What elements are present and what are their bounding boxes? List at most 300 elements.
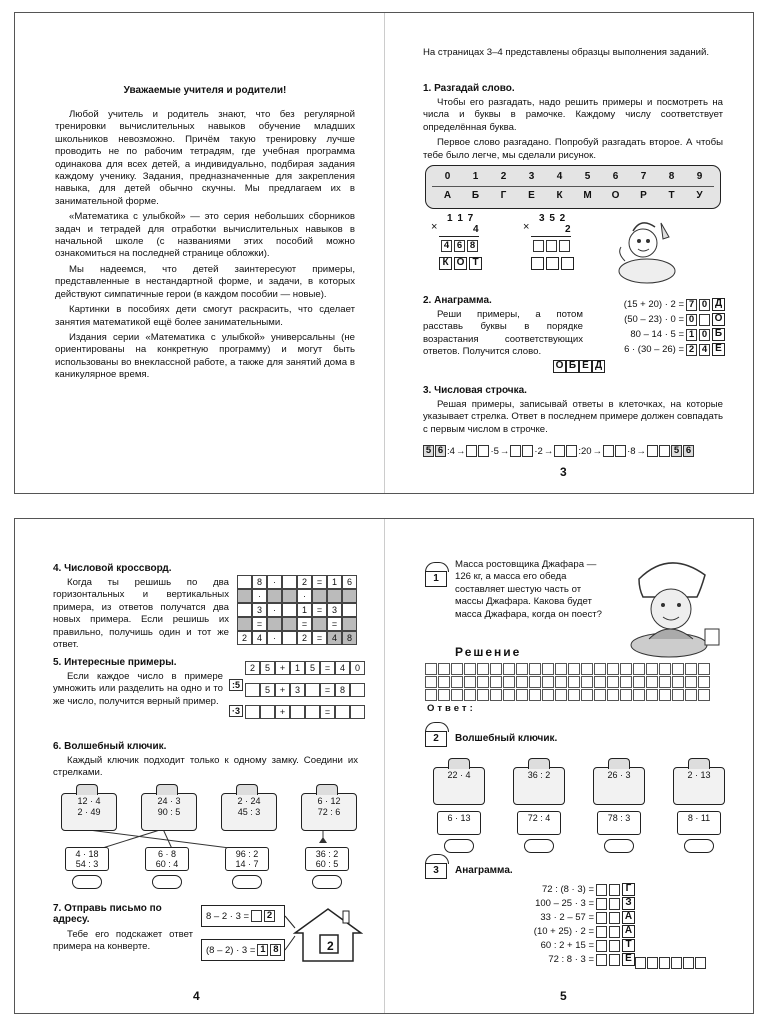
key[interactable] bbox=[225, 847, 269, 871]
word-letter: Е bbox=[579, 360, 592, 373]
expression-text: 33 · 2 – 57 = bbox=[540, 912, 594, 923]
key-expression: 60 : 4 bbox=[155, 859, 179, 869]
arrow-icon: → bbox=[543, 445, 554, 457]
crossword-cell: · bbox=[297, 589, 312, 603]
grid-cell[interactable] bbox=[659, 689, 671, 701]
grid-cell[interactable] bbox=[685, 663, 697, 675]
task-5-title: 5. Интересные примеры. bbox=[53, 657, 177, 668]
crossword-cell[interactable] bbox=[267, 589, 282, 603]
answer-boxes bbox=[441, 240, 478, 252]
number-chain bbox=[423, 445, 694, 457]
chain-box[interactable] bbox=[554, 445, 565, 457]
anagram-row bbox=[455, 883, 635, 896]
task-1-paragraph: Чтобы его разгадать, надо решить примеры и посмотреть на числа и буквы в рамочке. Каждому числу соответствует определённая буква. bbox=[423, 97, 723, 133]
grid-cell[interactable] bbox=[464, 676, 476, 688]
task-6-title: 6. Волшебный ключик. bbox=[53, 741, 167, 752]
crossword-cell[interactable] bbox=[237, 575, 252, 589]
word-letter: Т bbox=[469, 257, 482, 270]
grid-cell[interactable] bbox=[516, 663, 528, 675]
crossword-cell: 2 bbox=[237, 631, 252, 645]
word-letter[interactable] bbox=[659, 957, 670, 969]
grid-cell[interactable] bbox=[594, 689, 606, 701]
cipher-digit: 2 bbox=[500, 171, 507, 182]
grid-cell[interactable] bbox=[555, 689, 567, 701]
grid-cell[interactable] bbox=[594, 663, 606, 675]
crossword-cell: 8 bbox=[342, 631, 357, 645]
key-expression: 8 · 11 bbox=[687, 813, 711, 823]
task-2-text bbox=[423, 309, 583, 362]
anagram-letter: З bbox=[622, 897, 635, 910]
answer-digit: 8 bbox=[270, 944, 281, 956]
crossword-cell[interactable] bbox=[312, 589, 327, 603]
task-number-badge: 3 bbox=[425, 863, 447, 879]
envelope-1 bbox=[201, 905, 285, 927]
top-spread bbox=[14, 12, 754, 494]
anagram-row bbox=[455, 925, 635, 938]
chain-box[interactable] bbox=[566, 445, 577, 457]
grid-cell[interactable] bbox=[568, 676, 580, 688]
grid-cell[interactable] bbox=[451, 676, 463, 688]
cipher-digit: 3 bbox=[528, 171, 535, 182]
grid-cell[interactable] bbox=[451, 663, 463, 675]
key-ring-icon bbox=[152, 875, 182, 889]
chain-box[interactable] bbox=[659, 445, 670, 457]
anagram-row bbox=[595, 328, 725, 341]
task-1-title: 1. Разгадай слово. bbox=[423, 83, 515, 94]
example-cell[interactable] bbox=[290, 705, 305, 719]
grid-cell[interactable] bbox=[451, 689, 463, 701]
example-cell[interactable] bbox=[350, 683, 365, 697]
word-letter: К bbox=[439, 257, 452, 270]
grid-cell[interactable] bbox=[490, 663, 502, 675]
task-2-title: Волшебный ключик. bbox=[455, 733, 558, 744]
grid-cell[interactable] bbox=[672, 676, 684, 688]
grid-cell[interactable] bbox=[594, 676, 606, 688]
chain-box[interactable] bbox=[603, 445, 614, 457]
grid-cell[interactable] bbox=[438, 663, 450, 675]
crossword-cell[interactable] bbox=[267, 617, 282, 631]
key-ring-icon bbox=[232, 875, 262, 889]
task-5-text bbox=[53, 671, 223, 711]
cipher-letter: Т bbox=[668, 190, 675, 201]
cipher-digit: 4 bbox=[556, 171, 563, 182]
answer-digit[interactable] bbox=[596, 912, 607, 924]
grid-cell[interactable] bbox=[698, 689, 710, 701]
anagram-letter: А bbox=[622, 911, 635, 924]
grid-cell[interactable] bbox=[529, 689, 541, 701]
key-ring-icon bbox=[524, 839, 554, 853]
grid-cell[interactable] bbox=[672, 663, 684, 675]
crossword-cell: 2 bbox=[297, 631, 312, 645]
task-3-text bbox=[423, 399, 723, 439]
key-expression: 4 · 18 bbox=[75, 849, 99, 859]
cipher-digit: 0 bbox=[444, 171, 451, 182]
times-sign: × bbox=[431, 221, 438, 233]
number-crossword bbox=[237, 575, 357, 645]
grid-cell[interactable] bbox=[529, 676, 541, 688]
task-number-badge: 1 bbox=[425, 571, 447, 587]
solution-grid[interactable] bbox=[425, 663, 725, 702]
letter-body bbox=[55, 109, 355, 385]
example-cell[interactable] bbox=[335, 705, 350, 719]
anagram-letter: Д bbox=[712, 298, 725, 311]
crossword-cell: 2 bbox=[297, 575, 312, 589]
grid-cell[interactable] bbox=[659, 676, 671, 688]
answer-digit[interactable] bbox=[596, 940, 607, 952]
anagram-word-boxes[interactable] bbox=[635, 957, 706, 969]
expression-text: 60 : 2 + 15 = bbox=[540, 940, 594, 951]
cipher-letter: О bbox=[611, 190, 620, 201]
example-cell: 8 bbox=[335, 683, 350, 697]
cipher-digit: 5 bbox=[584, 171, 591, 182]
key-expression: 72 : 4 bbox=[527, 813, 551, 823]
answer-digit: 0 bbox=[686, 314, 697, 326]
grid-cell[interactable] bbox=[542, 663, 554, 675]
answer-digit[interactable] bbox=[559, 240, 570, 252]
grid-cell[interactable] bbox=[607, 663, 619, 675]
interesting-examples bbox=[229, 661, 359, 731]
example-cell: + bbox=[275, 683, 290, 697]
grid-cell[interactable] bbox=[581, 689, 593, 701]
key-expression: 60 : 5 bbox=[315, 859, 339, 869]
answer-digit[interactable] bbox=[596, 884, 607, 896]
answer-digit[interactable] bbox=[596, 898, 607, 910]
grid-cell[interactable] bbox=[477, 663, 489, 675]
answer-digit: 0 bbox=[699, 329, 710, 341]
crossword-cell[interactable] bbox=[282, 617, 297, 631]
house-number: 2 bbox=[327, 939, 334, 953]
crossword-cell[interactable] bbox=[342, 589, 357, 603]
answer-digit: 4 bbox=[699, 344, 710, 356]
grid-cell[interactable] bbox=[581, 676, 593, 688]
crossword-cell[interactable] bbox=[282, 603, 297, 617]
answer-digit[interactable] bbox=[596, 926, 607, 938]
word-letter[interactable] bbox=[561, 257, 574, 270]
example-cell[interactable] bbox=[305, 705, 320, 719]
grid-cell[interactable] bbox=[698, 676, 710, 688]
crossword-cell[interactable] bbox=[342, 617, 357, 631]
letter-paragraph: Любой учитель и родитель знают, что без регулярной тренировки вычислительных навыков обучение младших школьников невозможно. Причём такую тренировку лучше проводить не по рабочим тетрадям, где учебная программа одинакова для всех детей, а индивидуально, подбирая задания каждому ученику. Задания, предназначенные для закрепления навыка, для детей обычно скучны. Мы предлагаем их в занимательной форме. bbox=[55, 109, 355, 207]
key[interactable] bbox=[65, 847, 109, 871]
answer-digit[interactable] bbox=[609, 940, 620, 952]
crossword-cell[interactable] bbox=[282, 631, 297, 645]
task-5-paragraph: Если каждое число в примере умножить или разделить на одно и то же число, получится верный пример. bbox=[53, 671, 223, 707]
key-expression: 6 · 8 bbox=[157, 849, 176, 859]
crossword-cell: · bbox=[267, 575, 282, 589]
key[interactable] bbox=[597, 811, 641, 835]
grid-cell[interactable] bbox=[620, 689, 632, 701]
grid-cell[interactable] bbox=[477, 689, 489, 701]
grid-cell[interactable] bbox=[542, 689, 554, 701]
expression-text: (50 – 23) · 0 = bbox=[624, 314, 684, 325]
cipher-digit: 8 bbox=[668, 171, 675, 182]
lock bbox=[513, 767, 565, 805]
expression-text: 72 : 8 · 3 = bbox=[548, 954, 594, 965]
grid-cell[interactable] bbox=[425, 676, 437, 688]
solution-row[interactable] bbox=[425, 689, 725, 701]
crossword-cell[interactable] bbox=[312, 617, 327, 631]
multiplicand: 3 5 2 bbox=[539, 213, 567, 224]
anagram-letter: Т bbox=[622, 939, 635, 952]
chain-operation: ·5 bbox=[490, 445, 499, 457]
grid-cell[interactable] bbox=[633, 663, 645, 675]
key[interactable] bbox=[305, 847, 349, 871]
word-letter[interactable] bbox=[647, 957, 658, 969]
word-boxes bbox=[439, 257, 482, 270]
multiplier-label: ·3 bbox=[229, 705, 243, 717]
anagram-row bbox=[595, 313, 725, 326]
example-cell[interactable] bbox=[245, 705, 260, 719]
example-cell[interactable] bbox=[260, 705, 275, 719]
answer-digit: 1 bbox=[686, 329, 697, 341]
chain-box[interactable] bbox=[522, 445, 533, 457]
lock bbox=[301, 793, 357, 831]
crossword-cell[interactable] bbox=[237, 617, 252, 631]
grid-cell[interactable] bbox=[672, 689, 684, 701]
cipher-letter: Б bbox=[471, 190, 480, 201]
lock-expression: 72 : 6 bbox=[317, 807, 341, 817]
solution-row[interactable] bbox=[425, 676, 725, 688]
answer-digit bbox=[699, 314, 710, 326]
answer-label: Ответ: bbox=[427, 703, 476, 714]
grid-cell[interactable] bbox=[646, 676, 658, 688]
intro-text: На страницах 3–4 представлены образцы выполнения заданий. bbox=[423, 47, 710, 58]
crossword-cell[interactable] bbox=[327, 589, 342, 603]
crossword-cell[interactable] bbox=[342, 603, 357, 617]
grid-cell[interactable] bbox=[685, 676, 697, 688]
divider-label: :5 bbox=[229, 679, 243, 691]
grid-cell[interactable] bbox=[555, 676, 567, 688]
crossword-cell[interactable] bbox=[282, 589, 297, 603]
page-3 bbox=[385, 13, 755, 493]
answer-digit[interactable] bbox=[546, 240, 557, 252]
cipher-letter: Г bbox=[500, 190, 507, 201]
key-expression: 36 : 2 bbox=[315, 849, 339, 859]
chain-operation: ·8 bbox=[627, 445, 636, 457]
key-ring-icon bbox=[312, 875, 342, 889]
times-sign: × bbox=[523, 221, 530, 233]
answer-digit: 0 bbox=[699, 299, 710, 311]
crossword-cell[interactable] bbox=[237, 603, 252, 617]
expression-text: 80 – 14 · 5 = bbox=[630, 329, 684, 340]
anagram-word bbox=[553, 360, 605, 373]
grid-cell[interactable] bbox=[568, 689, 580, 701]
cipher-digit: 9 bbox=[696, 171, 703, 182]
key[interactable] bbox=[437, 811, 481, 835]
letter-paragraph: Мы надеемся, что детей заинтересуют примеры, представленные в нестандартной форме, и задачи, в которых действуют симпатичные герои (в каждом пособии — новые). bbox=[55, 263, 355, 300]
grid-cell[interactable] bbox=[503, 663, 515, 675]
grid-cell[interactable] bbox=[516, 676, 528, 688]
jafar-illustration-icon bbox=[609, 549, 729, 661]
anagram-rows bbox=[455, 883, 635, 967]
answer-digit[interactable] bbox=[596, 954, 607, 966]
word-boxes bbox=[531, 257, 574, 270]
anagram-rows bbox=[595, 298, 725, 358]
multiplicand: 1 1 7 bbox=[447, 213, 475, 224]
word-letter: О bbox=[553, 360, 566, 373]
word-letter: О bbox=[454, 257, 467, 270]
page-2 bbox=[15, 13, 385, 493]
answer-digit[interactable] bbox=[609, 954, 620, 966]
grid-cell[interactable] bbox=[646, 663, 658, 675]
answer-digit: 2 bbox=[686, 344, 697, 356]
example-cell: 5 bbox=[305, 661, 320, 675]
answer-digit[interactable] bbox=[609, 926, 620, 938]
grid-cell[interactable] bbox=[555, 663, 567, 675]
cipher-letter: А bbox=[443, 190, 452, 201]
word-letter: Б bbox=[566, 360, 579, 373]
grid-cell[interactable] bbox=[568, 663, 580, 675]
chain-box: 6 bbox=[683, 445, 694, 457]
grid-cell[interactable] bbox=[685, 689, 697, 701]
word-letter[interactable] bbox=[695, 957, 706, 969]
answer-digit[interactable] bbox=[609, 912, 620, 924]
anagram-row bbox=[455, 953, 635, 966]
crossword-cell: 3 bbox=[327, 603, 342, 617]
answer-digit: 1 bbox=[257, 944, 268, 956]
chain-box[interactable] bbox=[615, 445, 626, 457]
expression-text: 6 · (30 – 26) = bbox=[624, 344, 684, 355]
grid-cell[interactable] bbox=[659, 663, 671, 675]
multiplier: 2 bbox=[565, 224, 571, 235]
chain-box[interactable] bbox=[647, 445, 658, 457]
grid-cell[interactable] bbox=[542, 676, 554, 688]
grid-cell[interactable] bbox=[503, 689, 515, 701]
cipher-letter: Е bbox=[528, 190, 535, 201]
anagram-letter: Е bbox=[622, 953, 635, 966]
lock bbox=[221, 793, 277, 831]
grid-cell[interactable] bbox=[633, 676, 645, 688]
chain-box[interactable] bbox=[510, 445, 521, 457]
grid-cell[interactable] bbox=[698, 663, 710, 675]
example-cell: + bbox=[275, 661, 290, 675]
answer-digit: 8 bbox=[467, 240, 478, 252]
cipher-letter: Р bbox=[640, 190, 647, 201]
key[interactable] bbox=[145, 847, 189, 871]
crossword-cell: = bbox=[252, 617, 267, 631]
word-letter[interactable] bbox=[671, 957, 682, 969]
grid-cell[interactable] bbox=[620, 663, 632, 675]
grid-cell[interactable] bbox=[464, 689, 476, 701]
house-icon bbox=[293, 905, 363, 965]
key-expression: 78 : 3 bbox=[607, 813, 631, 823]
crossword-cell: = bbox=[312, 603, 327, 617]
grid-cell[interactable] bbox=[425, 689, 437, 701]
example-multiplication-1 bbox=[429, 213, 499, 288]
anagram-letter: Г bbox=[622, 883, 635, 896]
task-4-text bbox=[53, 577, 229, 654]
chain-box: 5 bbox=[423, 445, 434, 457]
grid-cell[interactable] bbox=[581, 663, 593, 675]
crossword-cell[interactable] bbox=[282, 575, 297, 589]
crossword-cell: = bbox=[312, 575, 327, 589]
chain-operation: :4 bbox=[447, 445, 455, 457]
key[interactable] bbox=[677, 811, 721, 835]
page-number: 4 bbox=[193, 989, 200, 1003]
anagram-row bbox=[455, 897, 635, 910]
key-expression: 14 · 7 bbox=[235, 859, 259, 869]
example-cell: 1 bbox=[290, 661, 305, 675]
page-4 bbox=[15, 519, 385, 1013]
key[interactable] bbox=[517, 811, 561, 835]
cipher-table bbox=[425, 165, 721, 209]
letter-paragraph: Издания серии «Математика с улыбкой» универсальны (не ориентированы на конкретную программу) и могут быть использованы во внеклассной работе, а также для занятий дома в каникулярное время. bbox=[55, 331, 355, 381]
anagram-letter: О bbox=[712, 313, 725, 326]
anagram-row bbox=[595, 343, 725, 356]
grid-cell[interactable] bbox=[620, 676, 632, 688]
page-number: 5 bbox=[560, 989, 567, 1003]
lock-expression: 2 · 24 bbox=[237, 796, 261, 806]
chain-box[interactable] bbox=[478, 445, 489, 457]
chain-box[interactable] bbox=[466, 445, 477, 457]
anagram-letter: А bbox=[622, 925, 635, 938]
bottom-spread bbox=[14, 518, 754, 1014]
grid-cell[interactable] bbox=[529, 663, 541, 675]
crossword-cell: · bbox=[252, 589, 267, 603]
answer-digit[interactable] bbox=[609, 898, 620, 910]
lock-expression: 2 · 13 bbox=[687, 770, 711, 780]
grid-cell[interactable] bbox=[438, 676, 450, 688]
example-cell: 5 bbox=[260, 661, 275, 675]
grid-cell[interactable] bbox=[646, 689, 658, 701]
example-cell[interactable] bbox=[350, 705, 365, 719]
grid-cell[interactable] bbox=[490, 689, 502, 701]
word-letter[interactable] bbox=[635, 957, 646, 969]
grid-cell[interactable] bbox=[516, 689, 528, 701]
crossword-cell: 6 bbox=[342, 575, 357, 589]
solution-label: Решение bbox=[455, 645, 522, 659]
word-letter[interactable] bbox=[531, 257, 544, 270]
answer-digit[interactable] bbox=[533, 240, 544, 252]
grid-cell[interactable] bbox=[607, 676, 619, 688]
anagram-row bbox=[455, 939, 635, 952]
locks-and-keys bbox=[53, 781, 363, 891]
grid-cell[interactable] bbox=[425, 663, 437, 675]
task-3-title: 3. Числовая строчка. bbox=[423, 385, 527, 396]
example-cell[interactable] bbox=[245, 683, 260, 697]
crossword-cell: · bbox=[267, 631, 282, 645]
grid-cell[interactable] bbox=[633, 689, 645, 701]
grid-cell[interactable] bbox=[503, 676, 515, 688]
task-2-title: 2. Анаграмма. bbox=[423, 295, 492, 306]
word-letter[interactable] bbox=[683, 957, 694, 969]
task-1-text bbox=[423, 97, 723, 165]
key-ring-icon bbox=[604, 839, 634, 853]
anagram-letter: Б bbox=[712, 328, 725, 341]
word-letter[interactable] bbox=[546, 257, 559, 270]
anagram-row bbox=[595, 298, 725, 311]
anagram-letter: Е bbox=[712, 343, 725, 356]
crossword-cell: = bbox=[297, 617, 312, 631]
example-cell[interactable] bbox=[305, 683, 320, 697]
task-3-title: Анаграмма. bbox=[455, 865, 513, 876]
expression-text: (10 + 25) · 2 = bbox=[533, 926, 594, 937]
grid-cell[interactable] bbox=[490, 676, 502, 688]
answer-digit: 6 bbox=[454, 240, 465, 252]
crossword-cell[interactable] bbox=[237, 589, 252, 603]
answer-digit[interactable] bbox=[609, 884, 620, 896]
crossword-cell: 4 bbox=[327, 631, 342, 645]
expression-text: (8 – 2) · 3 = bbox=[206, 944, 256, 956]
grid-cell[interactable] bbox=[477, 676, 489, 688]
grid-cell[interactable] bbox=[607, 689, 619, 701]
grid-cell[interactable] bbox=[464, 663, 476, 675]
grid-cell[interactable] bbox=[438, 689, 450, 701]
crossword-cell: 8 bbox=[252, 575, 267, 589]
solution-row[interactable] bbox=[425, 663, 725, 675]
lock-expression: 24 · 3 bbox=[157, 796, 181, 806]
page-number: 3 bbox=[560, 465, 567, 479]
